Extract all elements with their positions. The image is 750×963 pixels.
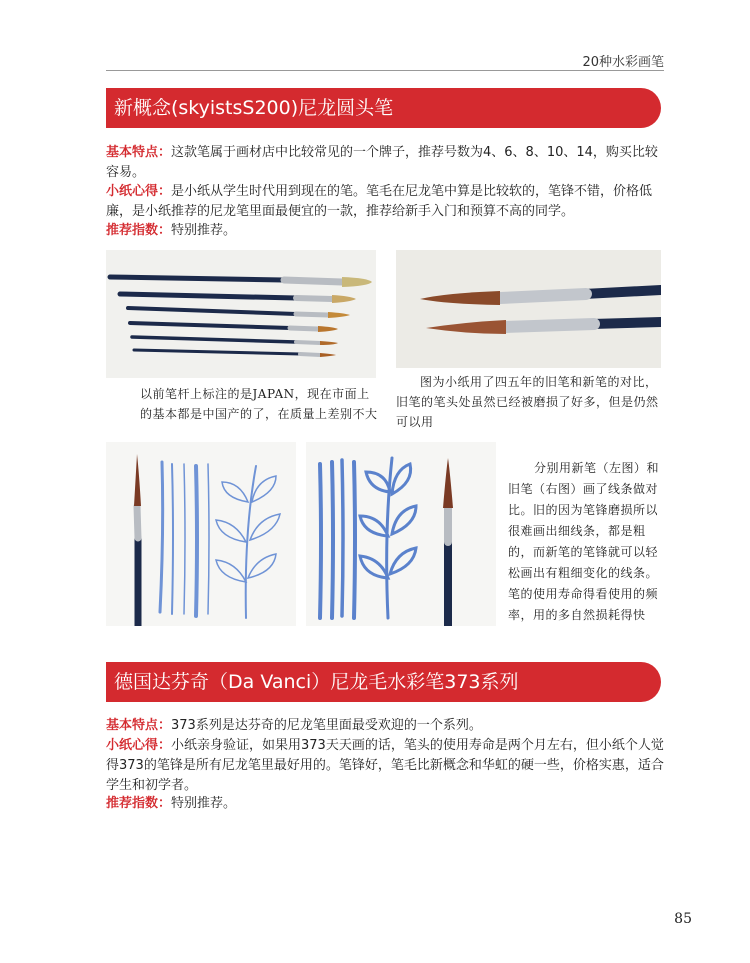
features-label: 基本特点： (106, 145, 172, 160)
caption-old-new: 图为小纸用了四五年的旧笔和新笔的对比，旧笔的笔头处虽然已经被磨损了好多，但是仍然可以用 (396, 375, 659, 429)
section1-title-banner: 新概念(skyistsS200)尼龙圆头笔 (106, 88, 661, 128)
experience-text: 小纸亲身验证，如果用373天天画的话，笔头的使用寿命是两个月左右，但小纸个人觉得373的笔锋是所有尼龙笔里最好用的。笔锋好，笔毛比新概念和华虹的硬一些，价格实惠，适合学生和初学者。 (106, 738, 664, 793)
features-label: 基本特点： (106, 718, 172, 733)
photo-brush-set (106, 250, 376, 378)
section2-experience (106, 736, 666, 796)
features-text: 373系列是达芬奇的尼龙笔里面最受欢迎的一个系列。 (171, 718, 482, 733)
experience-text: 是小纸从学生时代用到现在的笔。笔毛在尼龙笔中算是比较软的，笔锋不错，价格低廉，是小纸推荐的尼龙笔里面最便宜的一款，推荐给新手入门和预算不高的同学。 (106, 184, 653, 219)
section2-features (106, 716, 666, 736)
experience-label: 小纸心得： (106, 184, 172, 199)
rating-text: 特别推荐。 (171, 223, 237, 238)
caption-stroke-comparison: 分别用新笔（左图）和旧笔（右图）画了线条做对比。旧的因为笔锋磨损所以很难画出细线条，都是粗的，而新笔的笔锋就可以轻松画出有粗细变化的线条。笔的使用寿命得看使用的频率，用的多自然损耗得快 (508, 461, 660, 622)
caption-brush-set: 以前笔杆上标注的是JAPAN，现在市面上的基本都是中国产的了，在质量上差别不大 (140, 387, 378, 421)
header-rule (106, 70, 664, 71)
section2-rating (106, 794, 666, 814)
photo-new-brush-strokes (106, 442, 296, 626)
page-number: 85 (674, 911, 692, 927)
section2-title-banner: 德国达芬奇（Da Vanci）尼龙毛水彩笔373系列 (106, 662, 661, 702)
section1-experience (106, 182, 666, 222)
photo-old-new-brush (396, 250, 661, 368)
rating-label: 推荐指数： (106, 223, 172, 238)
section1-features (106, 143, 666, 183)
running-header: 20种水彩画笔 (582, 55, 664, 70)
rating-label: 推荐指数： (106, 796, 172, 811)
rating-text: 特别推荐。 (171, 796, 237, 811)
experience-label: 小纸心得： (106, 738, 172, 753)
section1-rating (106, 221, 666, 241)
photo-old-brush-strokes (306, 442, 496, 626)
features-text: 这款笔属于画材店中比较常见的一个牌子，推荐号数为4、6、8、10、14，购买比较容易。 (106, 145, 658, 180)
